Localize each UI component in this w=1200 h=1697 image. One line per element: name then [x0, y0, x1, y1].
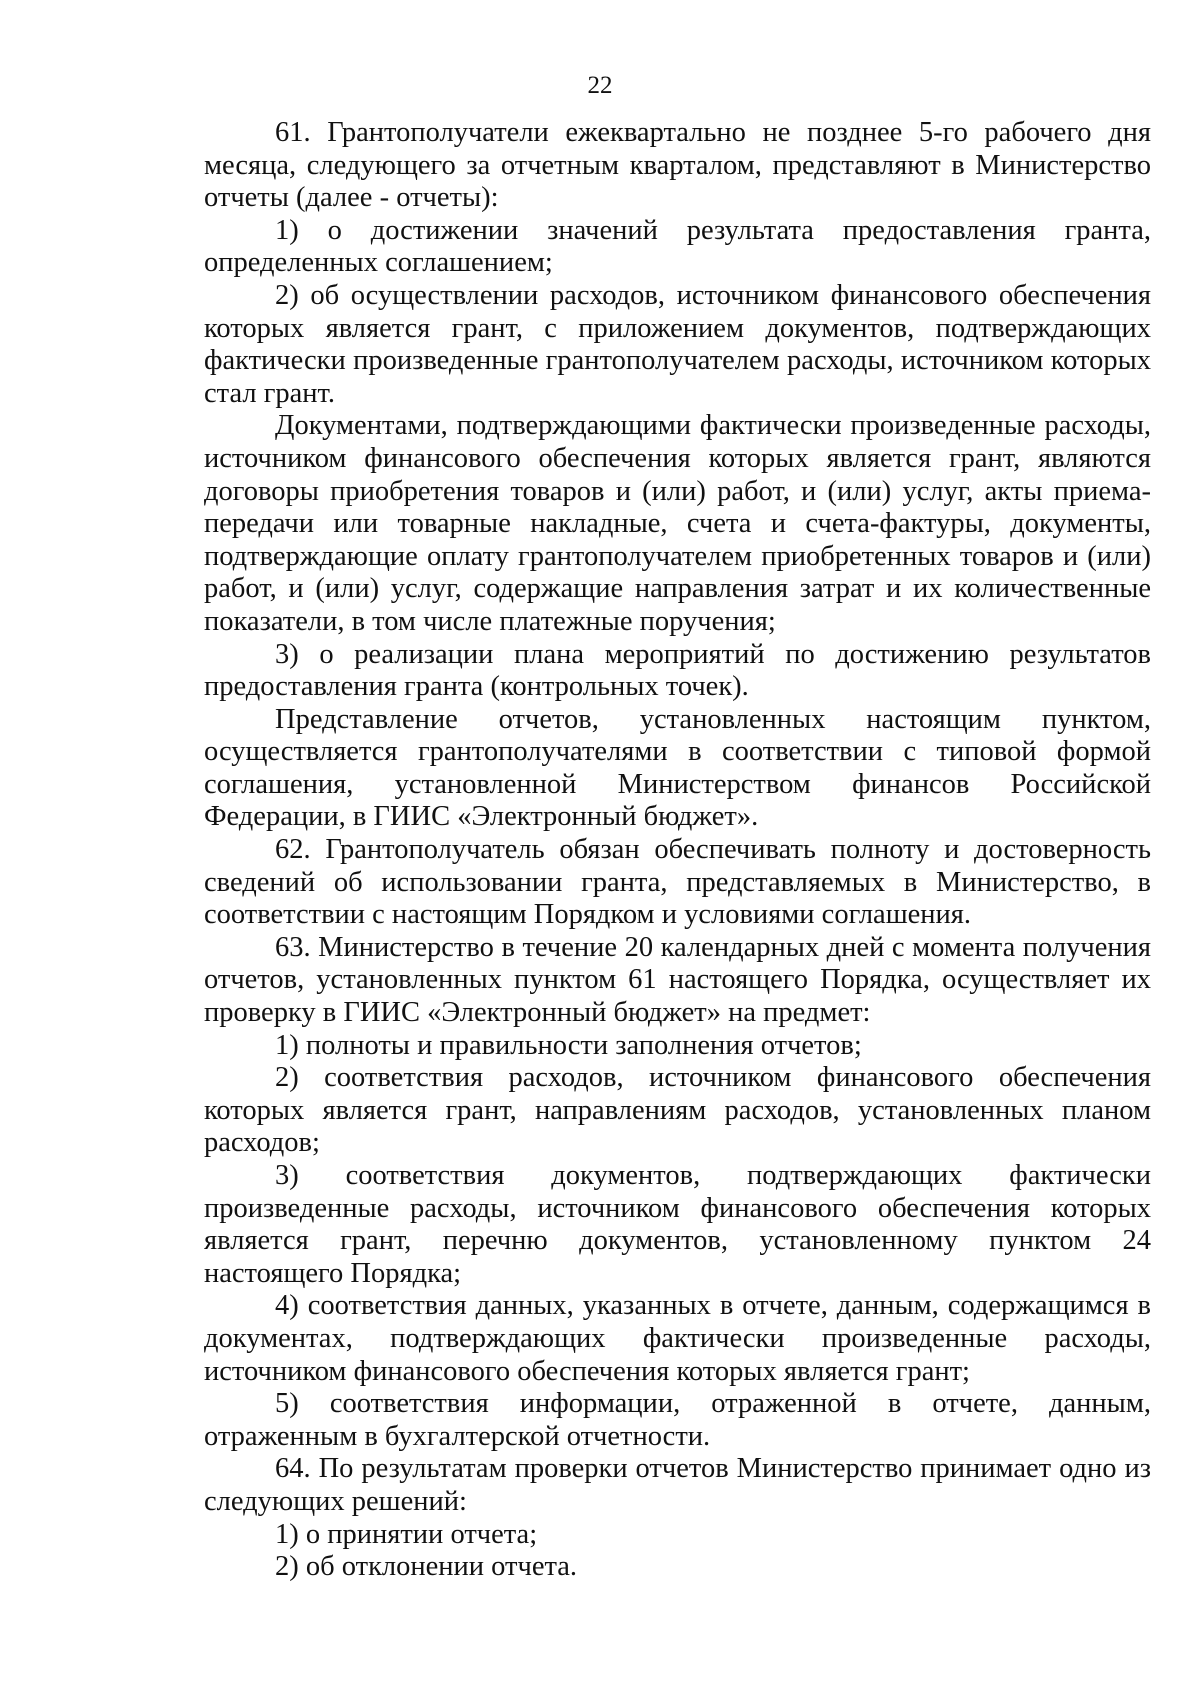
paragraph-63-item-4: 4) соответствия данных, указанных в отчете, данным, содержащимся в документах, подтверждающих фактически произведенные расходы, источником финансового обеспечения которых является грант; — [204, 1290, 1151, 1387]
paragraph-63-intro: 63. Министерство в течение 20 календарных дней с момента получения отчетов, установленных пунктом 61 настоящего Порядка, осуществляет их проверку в ГИИС «Электронный бюджет» на предмет: — [204, 931, 1151, 1029]
page-number: 22 — [587, 72, 613, 99]
paragraph-61-documents: Документами, подтверждающими фактически произведенные расходы, источником финансового обеспечения которых является грант, являются договоры приобретения товаров и (или) работ, и (или) услуг, акты приема-передачи или товарные накладные, счета и счета-фактуры, документы, подтверждающие оплату грантополучателем приобретенных товаров и (или) работ, и (или) услуг, содержащие направления затрат и их количественные показатели, в том числе платежные поручения; — [204, 410, 1151, 637]
paragraph-63-item-2: 2) соответствия расходов, источником финансового обеспечения которых является грант, направлениям расходов, установленных планом расходов; — [204, 1062, 1151, 1159]
paragraph-63-item-1: 1) полноты и правильности заполнения отчетов; — [275, 1029, 862, 1061]
paragraph-64-item-2: 2) об отклонении отчета. — [275, 1551, 578, 1583]
paragraph-61-item-2: 2) об осуществлении расходов, источником финансового обеспечения которых является грант, с приложением документов, подтверждающих фактически произведенные грантополучателем расходы, источником которых стал грант. — [204, 279, 1151, 409]
document-body — [204, 117, 1151, 1584]
paragraph-63-item-3: 3) соответствия документов, подтверждающих фактически произведенные расходы, источником финансового обеспечения которых является грант, перечню документов, установленному пунктом 24 настоящего Порядка; — [204, 1160, 1151, 1289]
paragraph-64-item-1: 1) о принятии отчета; — [275, 1518, 538, 1550]
paragraph-61-item-3: 3) о реализации плана мероприятий по достижению результатов предоставления гранта (контрольных точек). — [204, 638, 1151, 703]
paragraph-61-item-1: 1) о достижении значений результата предоставления гранта, определенных соглашением; — [204, 214, 1151, 279]
paragraph-61-intro: 61. Грантополучатели ежеквартально не позднее 5-го рабочего дня месяца, следующего за отчетным кварталом, представляют в Министерство отчеты (далее - отчеты): — [204, 117, 1151, 214]
paragraph-63-item-5: 5) соответствия информации, отраженной в отчете, данным, отраженным в бухгалтерской отчетности. — [204, 1388, 1151, 1452]
paragraph-62: 62. Грантополучатель обязан обеспечивать полноту и достоверность сведений об использовании гранта, представляемых в Министерство, в соответствии с настоящим Порядком и условиями соглашения. — [204, 834, 1151, 931]
paragraph-64-intro: 64. По результатам проверки отчетов Министерство принимает одно из следующих решений: — [204, 1453, 1151, 1517]
paragraph-61-submission: Представление отчетов, установленных настоящим пунктом, осуществляется грантополучателями в соответствии с типовой формой соглашения, установленной Министерством финансов Российской Федерации, в ГИИС «Электронный бюджет». — [204, 703, 1151, 833]
